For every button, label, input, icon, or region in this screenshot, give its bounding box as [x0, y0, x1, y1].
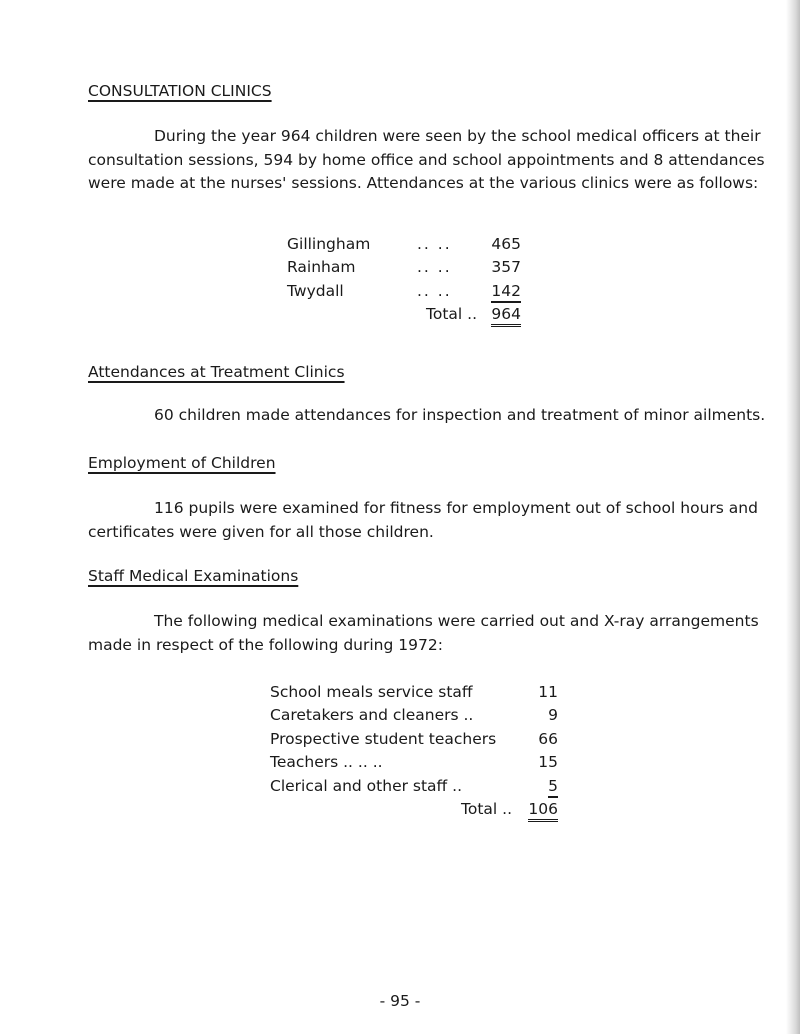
row-value: 142 [485, 279, 521, 303]
row-label: School meals service staff [270, 682, 473, 701]
paragraph-staff: The following medical examinations were carried out and X-ray arrangements made in respect of the following during 1972: [88, 612, 759, 654]
row-value: 357 [491, 258, 521, 277]
row-label: Teachers .. .. .. [270, 753, 383, 772]
heading-staff-medical-examinations: Staff Medical Examinations [88, 567, 299, 585]
table-row [270, 751, 558, 775]
table-row [287, 256, 521, 280]
heading-treatment-clinics: Attendances at Treatment Clinics [88, 363, 345, 381]
row-label: Prospective student teachers [270, 729, 497, 748]
paragraph-employment: 116 pupils were examined for fitness for employment out of school hours and certificates were given for all those children. [88, 499, 758, 541]
table-row [270, 727, 558, 751]
row-leader-dots: .. .. [417, 281, 452, 300]
row-label: Gillingham [287, 234, 371, 253]
row-value: 9 [548, 706, 558, 725]
table-row [270, 774, 558, 798]
row-label: Clerical and other staff .. [270, 776, 463, 795]
total-value: 106 [520, 798, 558, 822]
page-number: - 95 - [379, 992, 421, 1010]
page-edge-shadow [786, 0, 800, 1034]
row-value: 66 [538, 729, 558, 748]
paragraph-consultation: During the year 964 children were seen by the school medical officers at their consultation sessions, 594 by home office and school appointments and 8 attendances were made at the nurses' sessions. Attendances at the various clinics were as follows: [88, 127, 765, 192]
heading-consultation-clinics: CONSULTATION CLINICS [88, 82, 272, 100]
row-value: 15 [538, 753, 558, 772]
table-total-row [287, 303, 521, 327]
total-label: Total .. [461, 800, 512, 819]
total-label: Total .. [426, 305, 477, 324]
paragraph-treatment: 60 children made attendances for inspection and treatment of minor ailments. [154, 406, 766, 424]
row-value: 11 [538, 682, 558, 701]
row-leader-dots: .. .. [417, 258, 452, 277]
row-label: Twydall [287, 281, 344, 300]
table-row [287, 232, 521, 256]
row-label: Rainham [287, 258, 356, 277]
staff-examinations-table [270, 680, 558, 821]
row-value: 465 [491, 234, 521, 253]
clinic-attendance-table [287, 232, 521, 326]
heading-employment-of-children: Employment of Children [88, 454, 276, 472]
table-total-row [270, 798, 558, 822]
row-leader-dots: .. .. [417, 234, 452, 253]
table-row [287, 279, 521, 303]
table-row [270, 704, 558, 728]
table-row [270, 680, 558, 704]
row-label: Caretakers and cleaners .. [270, 706, 474, 725]
row-value: 5 [520, 774, 558, 798]
total-value: 964 [485, 303, 521, 327]
